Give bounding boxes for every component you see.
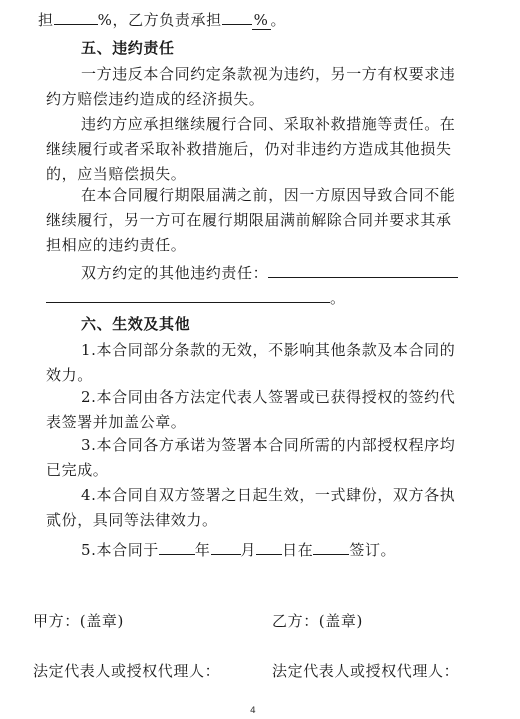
party-a-share-blank — [54, 9, 98, 25]
s6-item2-line1: 2.本合同由各方法定代表人签署或已获得授权的签约代 — [81, 388, 456, 406]
s6-item3-line2: 已完成。 — [46, 461, 109, 479]
top-text-b: ，乙方负责承担 — [112, 11, 222, 29]
signing-place-blank — [313, 539, 349, 555]
s5-p4-line2 — [46, 287, 346, 307]
s6-item1-line2: 效力。 — [46, 366, 93, 384]
s5-p1-line2: 约方赔偿违约造成的经济损失。 — [46, 90, 265, 108]
signing-suffix: 签订。 — [349, 541, 397, 559]
s6-item3-line1: 3.本合同各方承诺为签署本合同所需的内部授权程序均 — [81, 436, 456, 454]
s6-item1-line1: 1.本合同部分条款的无效，不影响其他条款及本合同的 — [81, 341, 456, 359]
s6-item5-line — [81, 539, 396, 559]
signing-day-blank — [256, 539, 282, 555]
party-b-share-blank — [222, 9, 252, 25]
s6-item2-line2: 表签署并加盖公章。 — [46, 413, 187, 431]
signing-date-prefix: 5.本合同于 — [81, 541, 159, 559]
top-pct-b: % — [253, 11, 269, 29]
party-b-representative-label: 法定代表人或授权代理人： — [272, 662, 460, 680]
s5-p1-line1: 一方违反本合同约定条款视为违约，另一方有权要求违 — [81, 65, 456, 83]
s5-p4-line1 — [81, 262, 458, 282]
top-pct-a: % — [97, 11, 113, 29]
s5-p2-line2: 继续履行或者采取补救措施后，仍对非违约方造成其他损失 — [46, 140, 452, 158]
s5-p3-line1: 在本合同履行期限届满之前，因一方原因导致合同不能 — [81, 186, 456, 204]
signing-month-label: 月 — [240, 541, 257, 559]
s5-p2-line3: 的，应当赔偿损失。 — [46, 165, 187, 183]
s6-item4-line1: 4.本合同自双方签署之日起生效，一式肆份，双方各执 — [81, 486, 456, 504]
signing-year-blank — [159, 539, 195, 555]
other-liability-blank-1 — [268, 262, 458, 278]
s5-p3-line2: 继续履行，另一方可在履行期限届满前解除合同并要求其承 — [46, 211, 452, 229]
top-text-a: 担 — [38, 11, 54, 29]
s6-item4-line2: 贰份，具同等法律效力。 — [46, 511, 218, 529]
top-line — [38, 9, 286, 30]
signing-month-blank — [211, 539, 241, 555]
s5-p2-line1: 违约方应承担继续履行合同、采取补救措施等责任。在 — [81, 115, 456, 133]
signing-year-label: 年 — [194, 541, 211, 559]
section-6-heading: 六、生效及其他 — [81, 315, 191, 333]
party-a-representative-label: 法定代表人或授权代理人： — [33, 662, 221, 680]
page-number: 4 — [250, 706, 256, 716]
signing-day-place-label: 日在 — [282, 541, 314, 559]
other-liability-label: 双方约定的其他违约责任： — [81, 264, 269, 282]
party-b-seal-label: 乙方：(盖章) — [272, 612, 363, 630]
section-5-heading: 五、违约责任 — [81, 39, 175, 57]
party-a-seal-label: 甲方：(盖章) — [33, 612, 124, 630]
s5-p3-line3: 担相应的违约责任。 — [46, 236, 187, 254]
other-liability-blank-2 — [46, 287, 330, 303]
top-text-c: 。 — [270, 11, 287, 29]
other-liability-end: 。 — [330, 289, 346, 307]
